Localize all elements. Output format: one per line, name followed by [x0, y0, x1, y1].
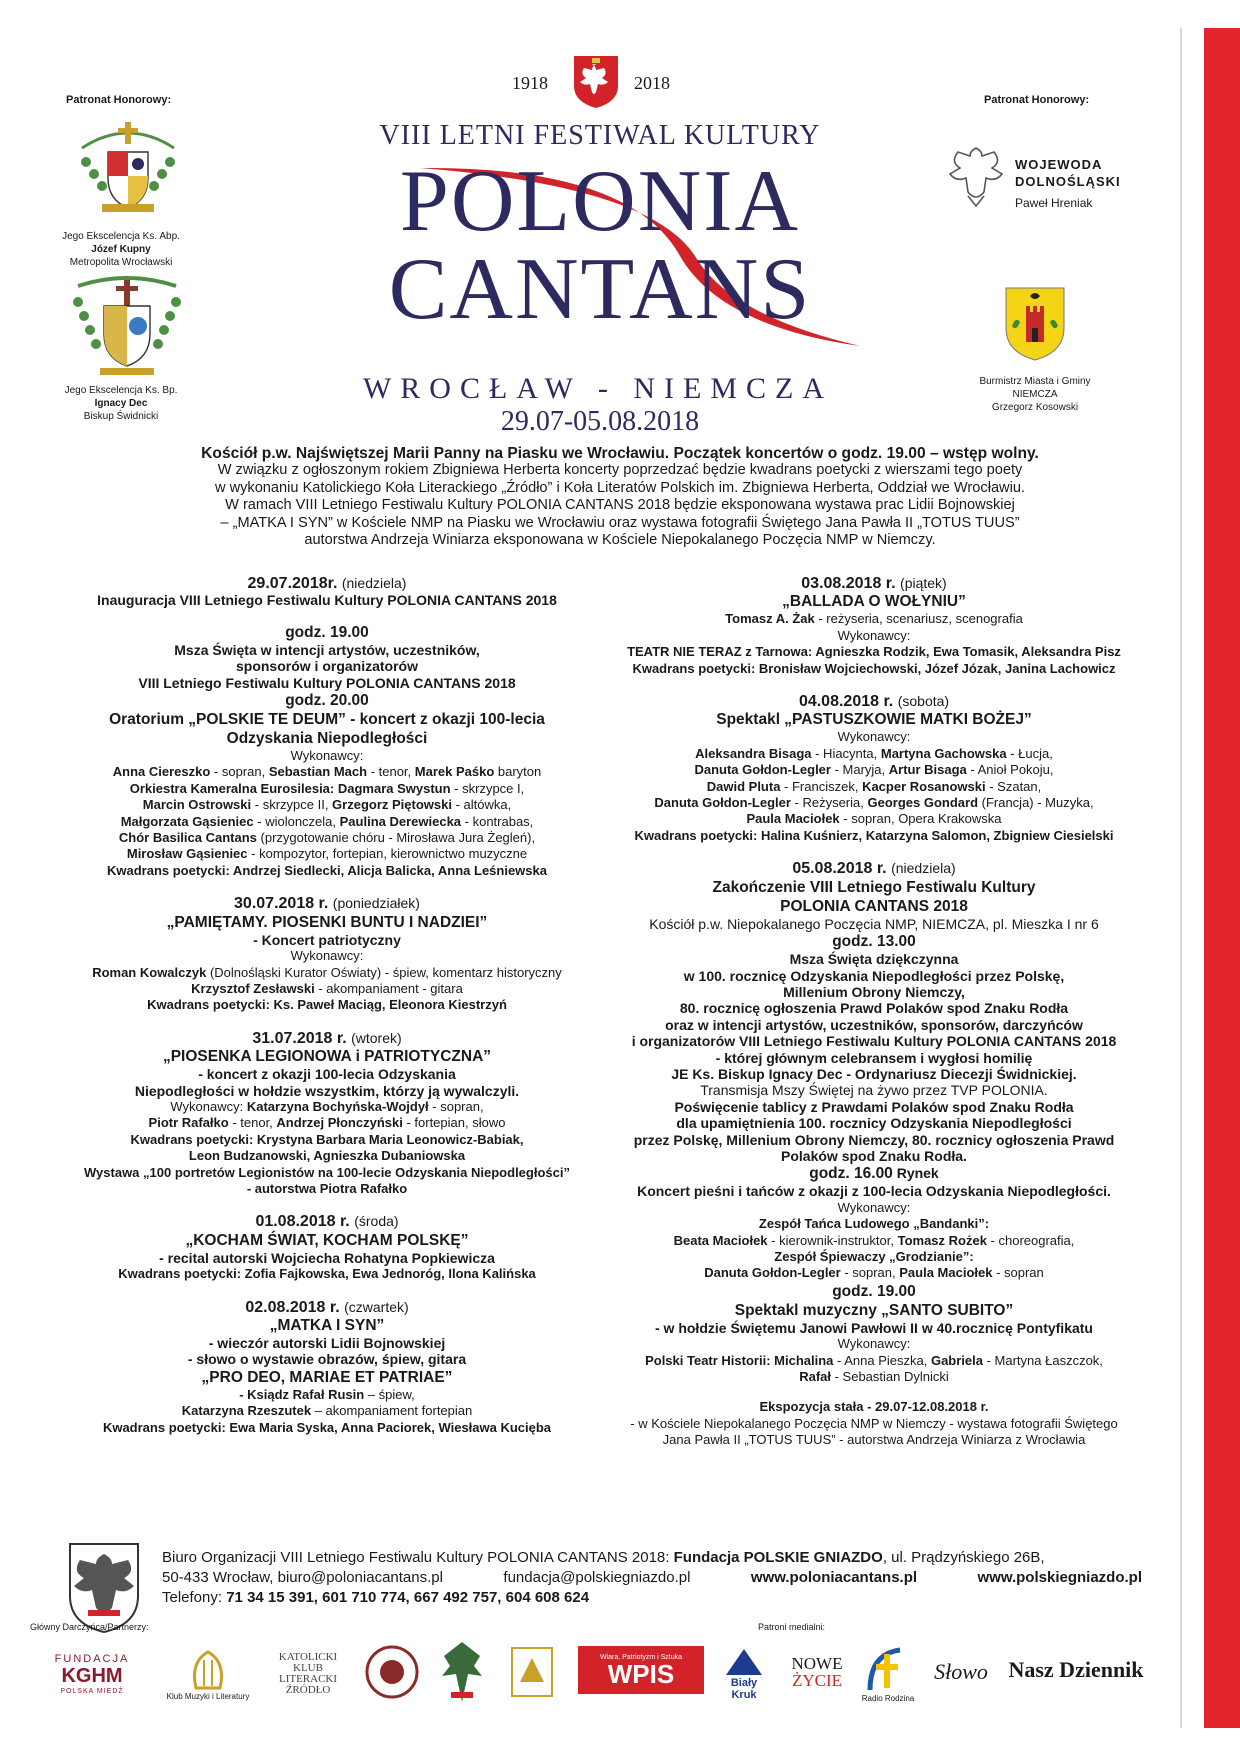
footer-line-2 [162, 1568, 1142, 1588]
event-text: Polaków spod Znaku Rodła. [781, 1147, 967, 1164]
performer-line: Anna Ciereszko - sopran, Sebastian Mach - tenor, Marek Paśko baryton [112, 764, 542, 780]
event-text: JE Ks. Biskup Ignacy Dec - Ordynariusz Diecezji Świdnickiej. [671, 1065, 1077, 1082]
intro-line: W związku z ogłoszonym rokiem Zbigniewa Herberta koncerty poprzedzać będzie kwadrans poetycki z wierszami tego poety [217, 462, 1023, 479]
seal-logo [362, 1640, 422, 1704]
performer-line: Katarzyna Rzeszutek – akompaniament fortepian [181, 1403, 473, 1419]
event-01-08 [62, 1213, 592, 1282]
performer-line: Rafał - Sebastian Dylnicki [799, 1369, 949, 1385]
event-text: przez Polskę, Millenium Obrony Niemczy, 80. rocznicy ogłoszenia Prawd [633, 1131, 1115, 1148]
intro-lead: Kościół p.w. Najświętszej Marii Panny na Piasku we Wrocławiu. Początek koncertów o godz. 19.00 – wstęp wolny. [201, 445, 1039, 462]
event-place: Kościół p.w. Niepokalanego Poczęcia NMP, NIEMCZA, pl. Mieszka I nr 6 [649, 915, 1099, 932]
performer-line: Małgorzata Gąsieniec - wiolonczela, Paulina Derewiecka - kontrabas, [120, 813, 534, 829]
festival-dates: 29.07-05.08.2018 [500, 406, 700, 437]
performer-line: Danuta Gołdon-Legler - sopran, Paula Maciołek - sopran [704, 1265, 1044, 1281]
katolicki-klub-literacki-logo: KATOLICKI KLUB LITERACKI ŹRÓDŁO [278, 1651, 338, 1696]
event-text: i organizatorów VIII Letniego Festiwalu Kultury POLONIA CANTANS 2018 [631, 1033, 1117, 1050]
performer-line: Roman Kowalczyk (Dolnośląski Kurator Oświaty) - śpiew, komentarz historyczny [92, 964, 562, 980]
eagle-badge-logo [434, 1636, 490, 1706]
kghm-foundation-logo: FUNDACJA KGHM POLSKA MIEDŹ [54, 1653, 130, 1695]
event-text: Msza Święta dziękczynna [789, 951, 959, 968]
event-title: POLONIA CANTANS 2018 [780, 897, 968, 915]
performer-line: Zespół Tańca Ludowego „Bandanki”: [758, 1216, 990, 1232]
performer-line: Polski Teatr Historii: Michalina - Anna Pieszka, Gabriela - Martyna Łaszczok, [645, 1352, 1103, 1368]
event-date: 05.08.2018 r. (niedziela) [792, 860, 956, 878]
event-date: 04.08.2018 r. (sobota) [798, 693, 950, 711]
performers-label: Wykonawcy: [290, 948, 364, 964]
permanent-exhibition [598, 1399, 1150, 1448]
festival-title-block [300, 153, 900, 356]
event-text: sponsorów i organizatorów [235, 658, 418, 675]
footer-line-3: Telefony: 71 34 15 391, 601 710 774, 667 492 757, 604 608 624 [162, 1589, 590, 1606]
event-title: Zakończenie VIII Letniego Festiwalu Kultury [712, 878, 1036, 896]
exhibition-line: Jana Pawła II „TOTUS TUUS” - autorstwa Andrzeja Winiarza z Wrocławia [662, 1432, 1086, 1448]
patron-bishop-caption: Jego Ekscelencja Ks. Bp. Ignacy Dec Biskup Świdnicki [64, 385, 178, 422]
event-subtitle: Odzyskania Niepodległości [226, 730, 428, 748]
event-text: 80. rocznicę ogłoszenia Prawd Polaków spod Znaku Rodła [679, 1000, 1069, 1017]
event-date: 01.08.2018 r. (środa) [255, 1213, 399, 1231]
event-subtitle: Niepodległości w hołdzie wszystkim, którzy ją wywalczyli. [134, 1082, 520, 1099]
event-subtitle: - recital autorski Wojciecha Rohatyna Popkiewicza [159, 1249, 495, 1266]
patron-archbishop-caption: Jego Ekscelencja Ks. Abp. Józef Kupny Metropolita Wrocławski [62, 231, 180, 268]
performer-line: Paula Maciołek - sopran, Opera Krakowska [746, 811, 1002, 827]
event-title: Spektakl muzyczny „SANTO SUBITO” [734, 1301, 1014, 1319]
event-title: „BALLADA O WOŁYNIU” [782, 593, 966, 611]
event-title: „KOCHAM ŚWIAT, KOCHAM POLSKĘ” [185, 1231, 469, 1249]
event-time: godz. 19.00 [285, 623, 369, 641]
event-subtitle: - słowo o wystawie obrazów, śpiew, gitara [187, 1351, 467, 1368]
event-30-07 [62, 895, 592, 1013]
poetry-quarter: Kwadrans poetycki: Bronisław Wojciechowski, Józef Józak, Janina Lachowicz [632, 660, 1116, 676]
event-text: w 100. rocznicę Odzyskania Niepodległości przez Polskę, [683, 967, 1065, 984]
event-title: „PAMIĘTAMY. PIOSENKI BUNTU I NADZIEI” [166, 913, 488, 931]
event-text: Msza Święta w intencji artystów, uczestników, [174, 641, 480, 658]
exhibition-line: - autorstwa Piotra Rafałko [246, 1180, 408, 1196]
performer-line: Krzysztof Zesławski - akompaniament - gitara [191, 980, 463, 996]
foundation-email[interactable]: fundacja@polskiegniazdo.pl [503, 1569, 691, 1586]
performer-line: Danuta Gołdon-Legler - Maryja, Artur Bisaga - Anioł Pokoju, [694, 762, 1054, 778]
sponsor-logo-strip [30, 1632, 1150, 1742]
performer-line: Zespół Śpiewaczy „Grodzianie”: [774, 1249, 974, 1264]
year-left: 1918 [512, 73, 548, 93]
patron-left-label: Patronat Honorowy: [66, 94, 172, 106]
event-date: 31.07.2018 r. (wtorek) [252, 1029, 402, 1047]
archbishop-coat-of-arms [72, 118, 184, 218]
event-text: Millenium Obrony Niemczy, [783, 983, 965, 1000]
event-text: Poświęcenie tablicy z Prawdami Polaków spod Znaku Rodła [674, 1098, 1074, 1115]
event-time: godz. 19.00 [832, 1282, 916, 1300]
office-email[interactable]: 50-433 Wrocław, biuro@poloniacantans.pl [162, 1569, 443, 1586]
event-03-08 [598, 575, 1150, 677]
footer-line-1: Biuro Organizacji VIII Letniego Festiwalu Kultury POLONIA CANTANS 2018: Fundacja POLSKIE GNIAZDO, ul. Prądzyńskiego 26B, [162, 1549, 1045, 1566]
performers-label: Wykonawcy: [837, 729, 911, 745]
radio-rodzina-logo: Radio Rodzina [860, 1634, 916, 1714]
intro-line: W ramach VIII Letniego Festiwalu Kultury POLONIA CANTANS 2018 będzie eksponowana wystawa prac Lidii Bojnowskiej [225, 497, 1015, 514]
media-patrons-label: Patroni medialni: [758, 1622, 826, 1632]
event-subtitle: Oratorium „POLSKIE TE DEUM” - koncert z okazji 100-lecia [109, 711, 545, 729]
poetry-quarter: Kwadrans poetycki: Zofia Fajkowska, Ewa Jednoróg, Ilona Kalińska [118, 1266, 536, 1282]
intro-line: – „MATKA I SYN” w Kościele NMP na Piasku we Wrocławiu oraz wystawa fotografii Świętego Jana Pawła II „TOTUS TUUS” [220, 514, 1020, 531]
event-04-08 [598, 693, 1150, 844]
event-text: dla upamiętnienia 100. rocznicy Odzyskania Niepodległości [676, 1115, 1072, 1132]
performers-label: Wykonawcy: [837, 1199, 911, 1215]
event-date: 03.08.2018 r. (piątek) [801, 575, 947, 592]
foundation-website-link[interactable]: www.polskiegniazdo.pl [977, 1569, 1142, 1586]
event-text: Transmisja Mszy Świętej na żywo przez TVP POLONIA. [700, 1082, 1048, 1099]
performer-line: Aleksandra Bisaga - Hiacynta, Martyna Gachowska - Łucja, [695, 745, 1053, 761]
event-title: Inauguracja VIII Letniego Festiwalu Kultury POLONIA CANTANS 2018 [97, 592, 557, 609]
performer-line: Chór Basilica Cantans (przygotowanie chóru - Mirosława Jura Żegleń), [118, 830, 536, 846]
year-right: 2018 [634, 73, 670, 93]
event-05-08 [598, 860, 1150, 1385]
burmistrz-caption: Burmistrz Miasta i Gminy NIEMCZA Grzegorz Kosowski [979, 376, 1091, 413]
event-subtitle: - w hołdzie Świętemu Janowi Pawłowi II w 40.rocznicę Pontyfikatu [655, 1319, 1093, 1336]
festival-cities: WROCŁAW - NIEMCZA [362, 372, 833, 405]
event-title: „PIOSENKA LEGIONOWA i PATRIOTYCZNA” [162, 1048, 492, 1066]
nowe-zycie-logo: NOWE ŻYCIE [791, 1654, 843, 1690]
performer-line: Tomasz A. Żak - reżyseria, scenariusz, scenografia [725, 611, 1023, 627]
event-date: 02.08.2018 r. (czwartek) [245, 1298, 409, 1316]
civitas-christiana-logo [500, 1638, 564, 1706]
event-time: godz. 16.00 Rynek [809, 1165, 939, 1183]
lyre-icon [188, 1648, 228, 1692]
performer-line: Danuta Gołdon-Legler - Reżyseria, Georges Gondard (Francja) - Muzyka, [654, 795, 1094, 811]
festival-subtitle: VIII LETNI FESTIWAL KULTURY [379, 120, 821, 151]
footer-contact [162, 1548, 1142, 1608]
event-date: 29.07.2018r. (niedziela) [247, 575, 407, 592]
grey-side-line [1180, 28, 1182, 1728]
performers-label: Wykonawcy: [290, 748, 364, 764]
sponsors-label: Główny Darczyńca/Partnerzy: [30, 1622, 149, 1632]
poetry-quarter: Kwadrans poetycki: Andrzej Siedlecki, Alicja Balicka, Anna Leśniewska [106, 862, 547, 878]
event-title: Spektakl „PASTUSZKOWIE MATKI BOŻEJ” [716, 711, 1032, 729]
event-subtitle: - koncert z okazji 100-lecia Odzyskania [198, 1066, 456, 1083]
event-29-07 [62, 575, 592, 879]
program-left-column [62, 575, 592, 1436]
nasz-dziennik-logo: Nasz Dziennik [1008, 1657, 1144, 1682]
performer-line: Mirosław Gąsieniec - kompozytor, fortepian, kierownictwo muzyczne [126, 846, 528, 862]
poetry-quarter: Leon Budzanowski, Agnieszka Dubaniowska [188, 1148, 466, 1164]
wojewoda-eagle-emblem [948, 144, 1004, 210]
wojewoda-label: WOJEWODA DOLNOŚLĄSKI [1015, 157, 1121, 189]
performer-line: - Ksiądz Rafał Rusin – śpiew, [239, 1386, 415, 1402]
event-time: godz. 20.00 [285, 692, 369, 710]
patron-right-label: Patronat Honorowy: [984, 94, 1090, 106]
exhibition-title: Ekspozycja stała - 29.07-12.08.2018 r. [759, 1399, 989, 1415]
slowo-logo: Słowo [934, 1659, 988, 1684]
event-31-07 [62, 1030, 592, 1198]
klub-muzyki-logo: Klub Muzyki i Literatury [158, 1632, 258, 1716]
performer-line: Beata Maciołek - kierownik-instruktor, Tomasz Rożek - choreografia, [673, 1232, 1075, 1248]
intro-line: autorstwa Andrzeja Winiarza eksponowana w Kościele Niepokalanego Poczęcia NMP w Niemczy. [304, 532, 936, 549]
event-date: 30.07.2018 r. (poniedziałek) [234, 895, 420, 913]
performers-label: Wykonawcy: [837, 627, 911, 643]
event-subtitle: - Koncert patriotyczny [253, 931, 401, 948]
performer-line: Wykonawcy: Katarzyna Bochyńska-Wojdył - sopran, [170, 1098, 484, 1114]
event-title: „MATKA I SYN” [269, 1317, 385, 1334]
wpis-logo: Wiara, Patriotyzm i Sztuka WPIS [578, 1646, 704, 1694]
performer-line: Orkiestra Kameralna Eurosilesia: Dagmara Swystun - skrzypce I, [129, 780, 525, 796]
title-cantans: CANTANS [388, 241, 812, 338]
niemcza-coat-of-arms [1004, 286, 1066, 362]
poetry-quarter: Kwadrans poetycki: Ks. Paweł Maciąg, Eleonora Kiestrzyń [147, 997, 507, 1013]
poetry-quarter: Kwadrans poetycki: Krystyna Barbara Maria Leonowicz-Babiak, [130, 1131, 524, 1147]
polish-eagle-emblem [572, 54, 620, 110]
intro-line: w wykonaniu Katolickiego Koła Literackiego „Źródło” i Koła Literatów Polskich im. Zbigniewa Herberta, Oddział we Wrocławiu. [214, 479, 1026, 496]
event-text: oraz w intencji artystów, uczestników, sponsorów, darczyńców [665, 1016, 1083, 1033]
event-time: godz. 13.00 [832, 933, 916, 951]
exhibition-line: - w Kościele Niepokalanego Poczęcia NMP w Niemczy - wystawa fotografii Świętego [630, 1415, 1118, 1431]
red-side-bar [1204, 28, 1240, 1728]
wojewoda-name: Paweł Hreniak [1015, 196, 1093, 210]
exhibition-line: Wystawa „100 portretów Legionistów na 100-lecie Odzyskania Niepodległości” [84, 1164, 570, 1180]
program-right-column [598, 575, 1150, 1449]
bialy-kruk-logo: Biały Kruk [718, 1638, 770, 1710]
event-text: VIII Letniego Festiwalu Kultury POLONIA CANTANS 2018 [138, 674, 516, 691]
performer-line: TEATR NIE TERAZ z Tarnowa: Agnieszka Rodzik, Ewa Tomasik, Aleksandra Pisz [627, 644, 1121, 660]
event-text: - której głównym celebransem i wygłosi homilię [715, 1049, 1033, 1066]
festival-website-link[interactable]: www.poloniacantans.pl [750, 1569, 918, 1586]
performers-label: Wykonawcy: [837, 1336, 911, 1352]
event-02-08 [62, 1299, 592, 1436]
poetry-quarter: Kwadrans poetycki: Halina Kuśnierz, Katarzyna Salomon, Zbigniew Ciesielski [634, 827, 1114, 843]
performer-line: Dawid Pluta - Franciszek, Kacper Rosanowski - Szatan, [706, 778, 1042, 794]
title-polonia: POLONIA [399, 153, 801, 250]
poetry-quarter: Kwadrans poetycki: Ewa Maria Syska, Anna Paciorek, Wiesława Kucięba [102, 1419, 552, 1435]
intro-block [110, 445, 1130, 549]
performer-line: Marcin Ostrowski - skrzypce II, Grzegorz Piętowski - altówka, [142, 797, 512, 813]
event-title: „PRO DEO, MARIAE ET PATRIAE” [201, 1368, 453, 1386]
performer-line: Piotr Rafałko - tenor, Andrzej Płonczyński - fortepian, słowo [148, 1115, 506, 1131]
event-subtitle: - wieczór autorski Lidii Bojnowskiej [208, 1335, 446, 1351]
event-text: Koncert pieśni i tańców z okazji z 100-lecia Odzyskania Niepodległości. [637, 1183, 1111, 1200]
bishop-coat-of-arms [66, 276, 188, 380]
